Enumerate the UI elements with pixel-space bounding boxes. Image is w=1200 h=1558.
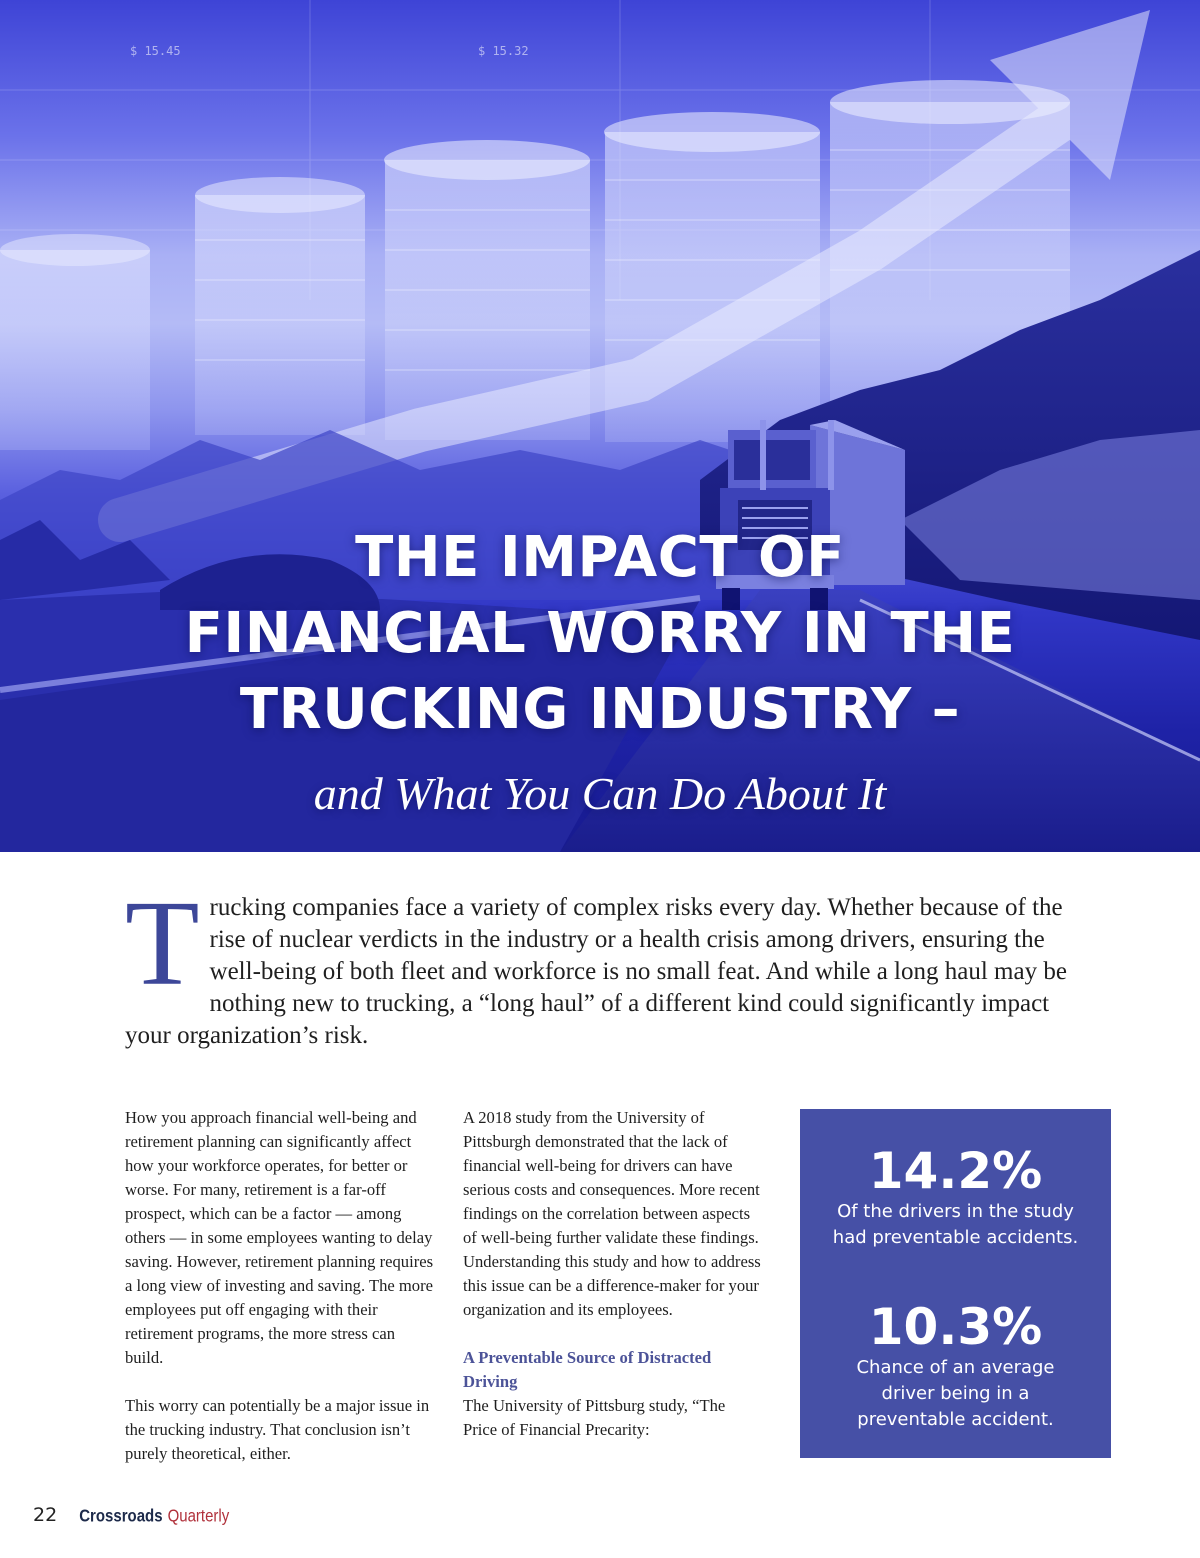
- magazine-name: Crossroads: [79, 1506, 163, 1527]
- article-subtitle: and What You Can Do About It: [313, 768, 887, 819]
- ticker-label-1: $ 15.45: [130, 44, 181, 58]
- page-number: 22: [33, 1504, 58, 1526]
- title-line-2: FINANCIAL WORRY IN THE: [184, 601, 1016, 666]
- column2-paragraph-2: The University of Pittsburg study, “The Price of Financial Precarity:: [463, 1396, 726, 1439]
- stat-description-2: Chance of an average driver being in a preventable accident.: [856, 1357, 1055, 1430]
- ticker-label-2: $ 15.32: [478, 44, 529, 58]
- intro-paragraph: [125, 876, 1085, 1052]
- column1-paragraph-2: This worry can potentially be a major issue in the trucking industry. That conclusion isn’t purely theoretical, either.: [125, 1396, 430, 1463]
- stat-value-2: 10.3%: [868, 1298, 1043, 1356]
- stat-block-2: [800, 1299, 1111, 1433]
- body-column-2: [463, 1106, 763, 1442]
- stat-block-1: [800, 1143, 1111, 1251]
- title-line-3: TRUCKING INDUSTRY –: [239, 677, 961, 742]
- stat-description-1: Of the drivers in the study had preventable accidents.: [832, 1201, 1079, 1248]
- title-line-1: THE IMPACT OF: [355, 525, 845, 590]
- magazine-subtitle: Quarterly: [167, 1506, 230, 1527]
- article-title: [0, 520, 1200, 748]
- body-column-1: [125, 1106, 437, 1466]
- stat-value-1: 14.2%: [868, 1142, 1043, 1200]
- column2-paragraph-1: A 2018 study from the University of Pittsburgh demonstrated that the lack of financial well-being for drivers can have serious costs and consequences. More recent findings on the correlation between aspects of well-being further validate these findings. Understanding this study and how to address this issue can be a difference-maker for your organization and its employees.: [463, 1108, 761, 1319]
- page-footer: [33, 1504, 229, 1530]
- drop-cap: T: [125, 876, 200, 1011]
- column1-paragraph-1: How you approach financial well-being and retirement planning can significantly affect how your workforce operates, for better or worse. For many, retirement is a far-off prospect, which can be a factor — among others — in some employees wanting to delay saving. However, retirement planning requires a long view of investing and saving. The more employees put off engaging with their retirement programs, the more stress can build.: [125, 1108, 434, 1367]
- section-subhead: A Preventable Source of Distracted Driving: [463, 1348, 712, 1391]
- intro-text: rucking companies face a variety of complex risks every day. Whether because of the rise of nuclear verdicts in the industry or a health crisis among drivers, ensuring the well-being of both fleet and workforce is no small feat. And while a long haul may be nothing new to trucking, a “long haul” of a different kind could significantly impact your organization’s risk.: [125, 894, 1067, 1049]
- stats-callout: [800, 1109, 1111, 1458]
